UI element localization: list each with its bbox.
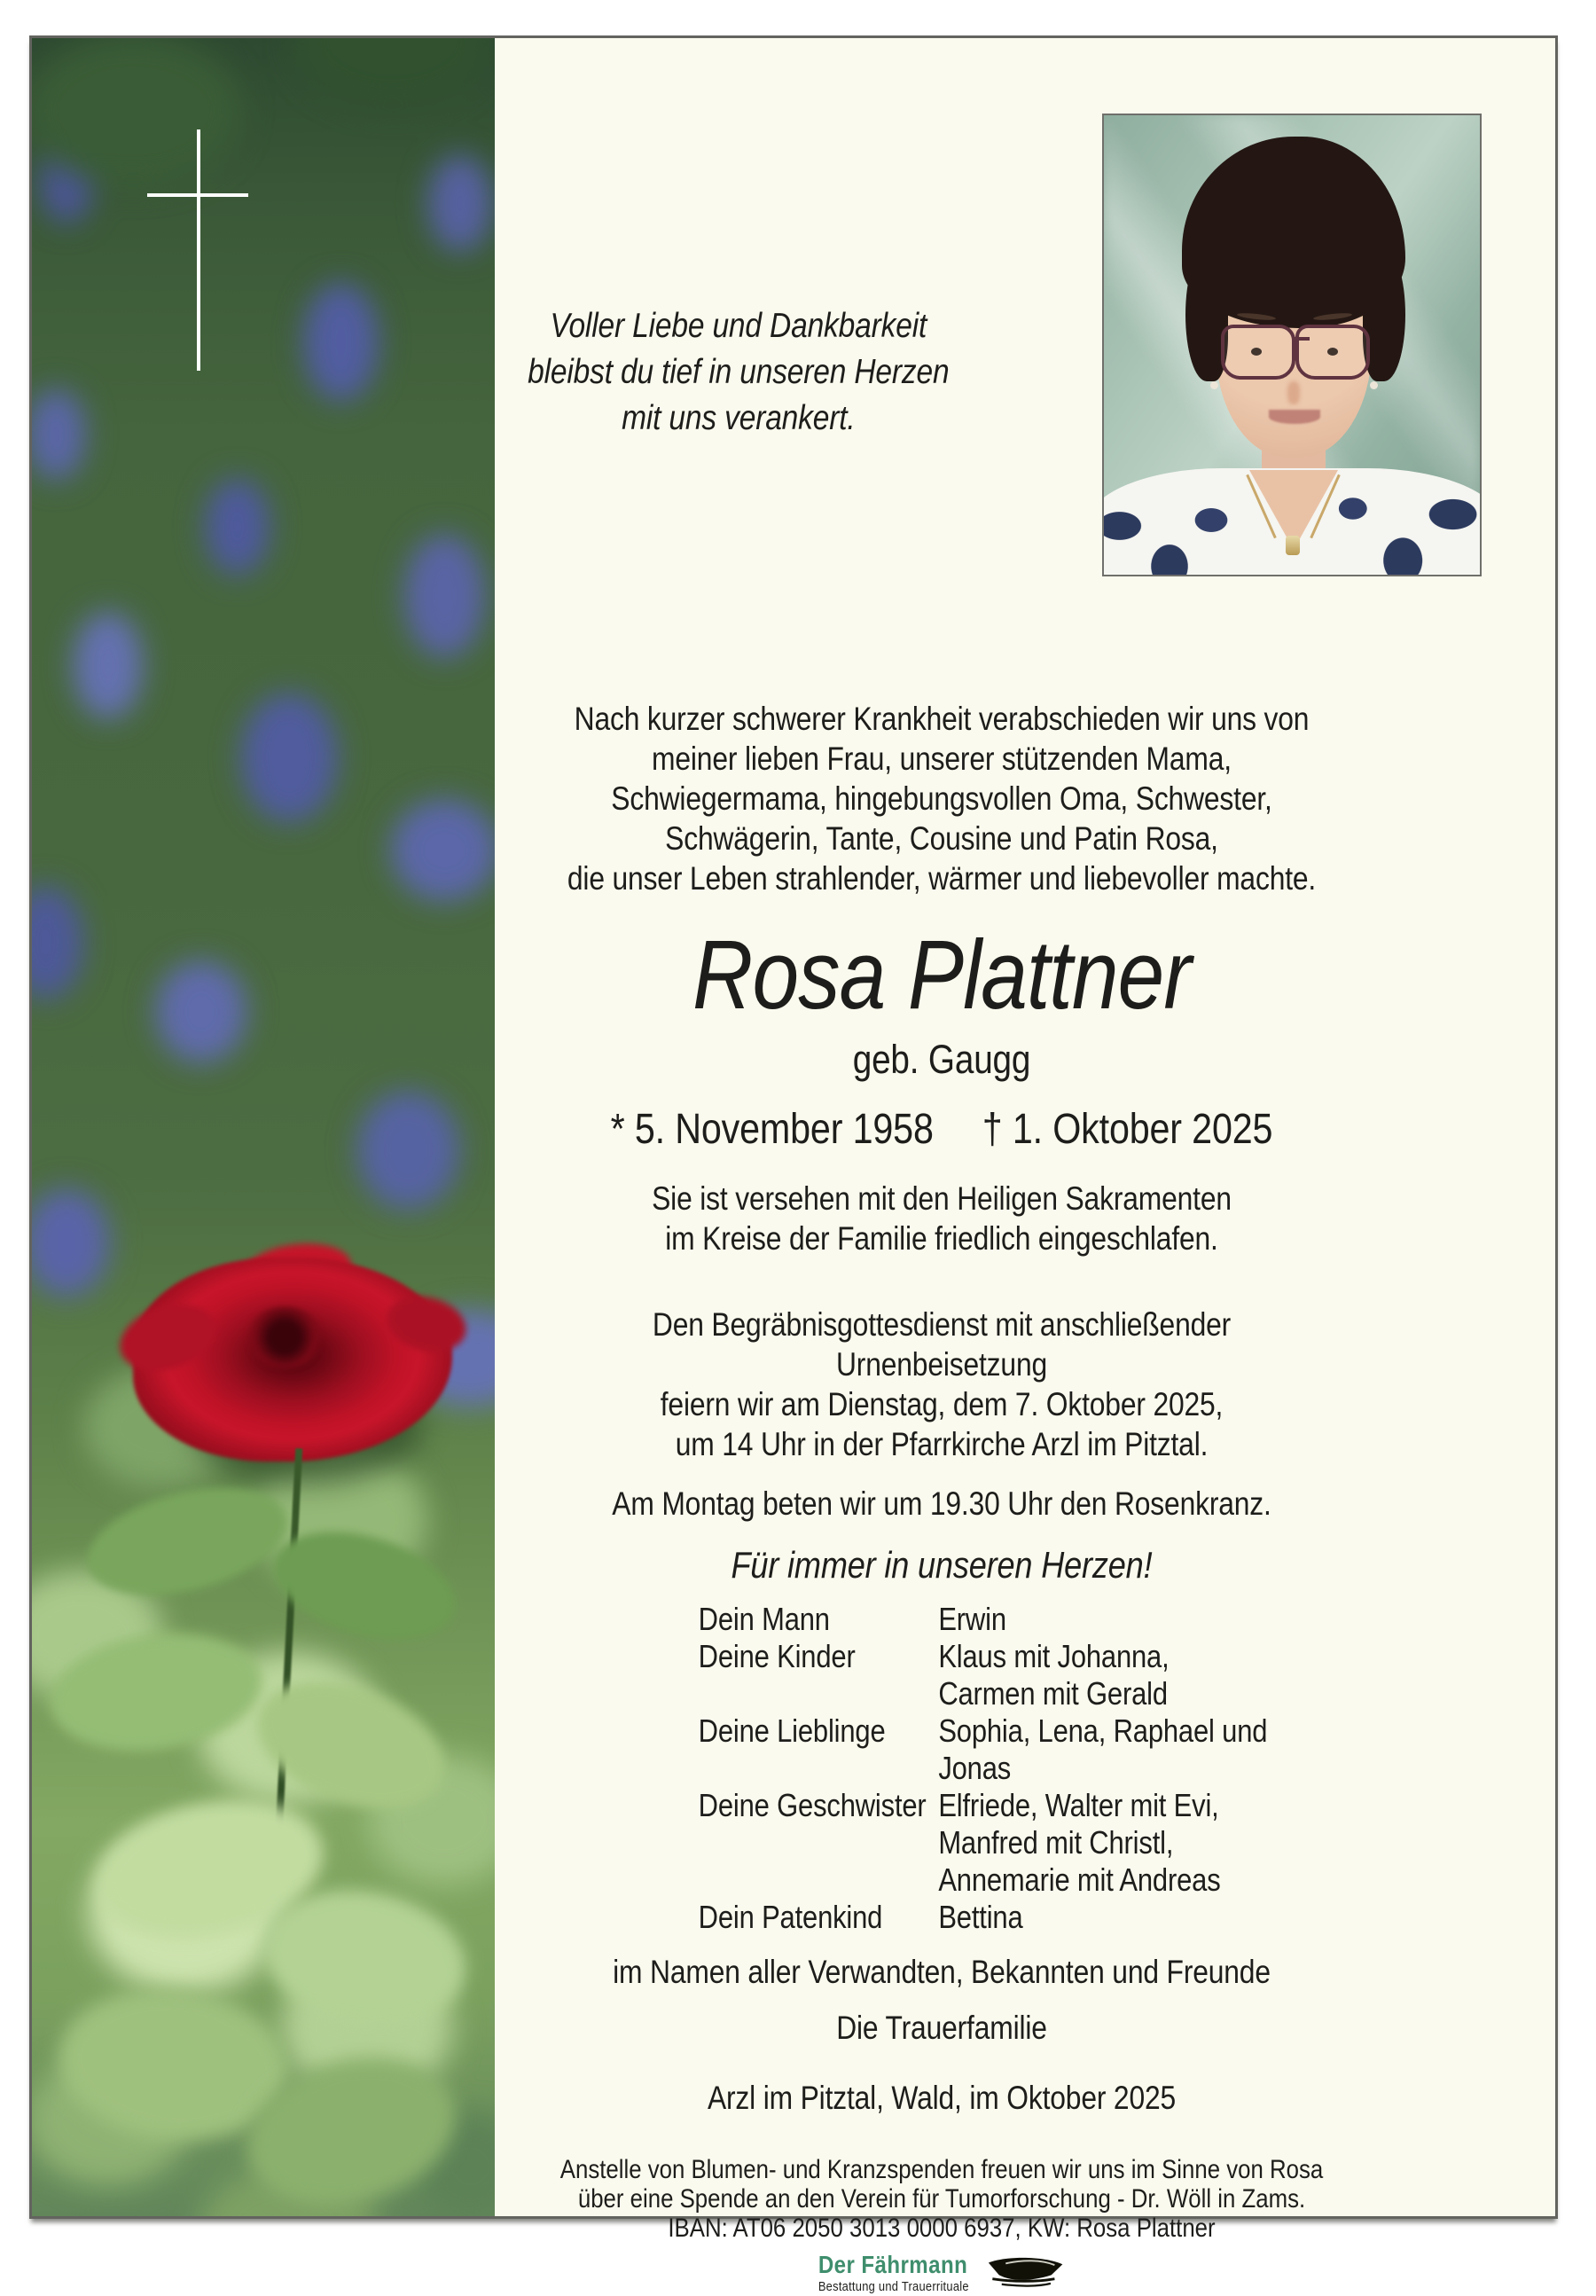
quote-line: Voller Liebe und Dankbarkeit — [550, 307, 927, 345]
family-name-line: Erwin — [938, 1601, 1006, 1637]
rose-image — [245, 1306, 325, 1368]
intro-line: Nach kurzer schwerer Krankheit verabschieden wir uns von — [574, 701, 1310, 737]
logo-tagline: Bestattung und Trauerrituale — [818, 2279, 969, 2294]
donation-line: über eine Spende an den Verein für Tumorforschung - Dr. Wöll in Zams. — [577, 2184, 1306, 2214]
family-names — [938, 1712, 1326, 1787]
card-content — [495, 38, 1555, 2294]
family-label: Deine Kinder — [698, 1638, 856, 1674]
funeral-line: feiern wir am Dienstag, dem 7. Oktober 2025, — [660, 1386, 1224, 1422]
family-names — [938, 1638, 1326, 1712]
sacrament-line: im Kreise der Familie friedlich eingeschlafen. — [665, 1220, 1218, 1257]
intro-line: meiner lieben Frau, unserer stützenden Mama, — [652, 741, 1232, 777]
family-names — [938, 1899, 1326, 1936]
memorial-quote — [477, 303, 999, 442]
donation-line: Anstelle von Blumen- und Kranzspenden freuen wir uns im Sinne von Rosa — [559, 2155, 1324, 2184]
family-list — [699, 1601, 1326, 1936]
family-label: Dein Patenkind — [698, 1899, 883, 1935]
cross-icon — [197, 129, 200, 371]
family-label: Deine Geschwister — [698, 1787, 927, 1823]
logo-name: Der Fährmann — [818, 2251, 968, 2278]
death-date: † 1. Oktober 2025 — [982, 1106, 1273, 1153]
family-name-line: Bettina — [938, 1899, 1023, 1935]
family-name-line: Klaus mit Johanna, — [938, 1638, 1170, 1674]
family-names — [938, 1787, 1326, 1899]
family-name-line: Annemarie mit Andreas — [938, 1861, 1221, 1898]
sacrament-line: Sie ist versehen mit den Heiligen Sakramenten — [652, 1180, 1232, 1217]
family-name-line: Sophia, Lena, Raphael und Jonas — [938, 1712, 1268, 1786]
funeral-line: Den Begräbnisgottesdienst mit anschließender Urnenbeisetzung — [652, 1306, 1232, 1383]
family-name-line: Carmen mit Gerald — [938, 1675, 1168, 1712]
mourning-family: Die Trauerfamilie — [836, 2010, 1047, 2046]
funeral-text — [558, 1305, 1326, 1464]
donation-line: IBAN: AT06 2050 3013 0000 6937, KW: Rosa Plattner — [668, 2214, 1216, 2243]
left-photo-strip — [32, 38, 495, 2216]
cross-icon — [147, 193, 248, 197]
earring — [1370, 381, 1378, 389]
quote-line: mit uns verankert. — [622, 399, 856, 437]
family-name-line: Manfred mit Christl, — [938, 1824, 1174, 1861]
intro-paragraph — [558, 699, 1326, 898]
place-date: Arzl im Pitztal, Wald, im Oktober 2025 — [707, 2080, 1177, 2116]
boat-icon — [986, 2253, 1065, 2289]
sacrament-text — [558, 1179, 1326, 1258]
deceased-name: Rosa Plattner — [692, 921, 1191, 1030]
funeral-line: um 14 Uhr in der Pfarrkirche Arzl im Pitztal. — [675, 1426, 1209, 1462]
life-dates — [558, 1104, 1326, 1156]
rosary-text: Am Montag beten wir um 19.30 Uhr den Rosenkranz. — [612, 1485, 1271, 1522]
birth-date: * 5. November 1958 — [610, 1106, 934, 1153]
intro-line: die unser Leben strahlender, wärmer und liebevoller machte. — [567, 860, 1317, 897]
family-name-line: Elfriede, Walter mit Evi, — [938, 1787, 1219, 1823]
family-label: Dein Mann — [698, 1601, 830, 1637]
donation-note — [558, 2155, 1326, 2243]
family-names — [938, 1601, 1326, 1638]
quote-line: bleibst du tief in unseren Herzen — [528, 353, 950, 391]
family-label: Deine Lieblinge — [698, 1712, 886, 1749]
text-column — [528, 38, 1326, 2296]
closing-relatives: im Namen aller Verwandten, Bekannten und Freunde — [613, 1954, 1271, 1990]
intro-line: Schwiegermama, hingebungsvollen Oma, Schwester, — [611, 780, 1272, 817]
memorial-card — [29, 35, 1558, 2294]
intro-line: Schwägerin, Tante, Cousine und Patin Rosa, — [665, 820, 1218, 857]
memorial-heading: Für immer in unseren Herzen! — [731, 1544, 1153, 1586]
maiden-name: geb. Gaugg — [852, 1037, 1031, 1082]
